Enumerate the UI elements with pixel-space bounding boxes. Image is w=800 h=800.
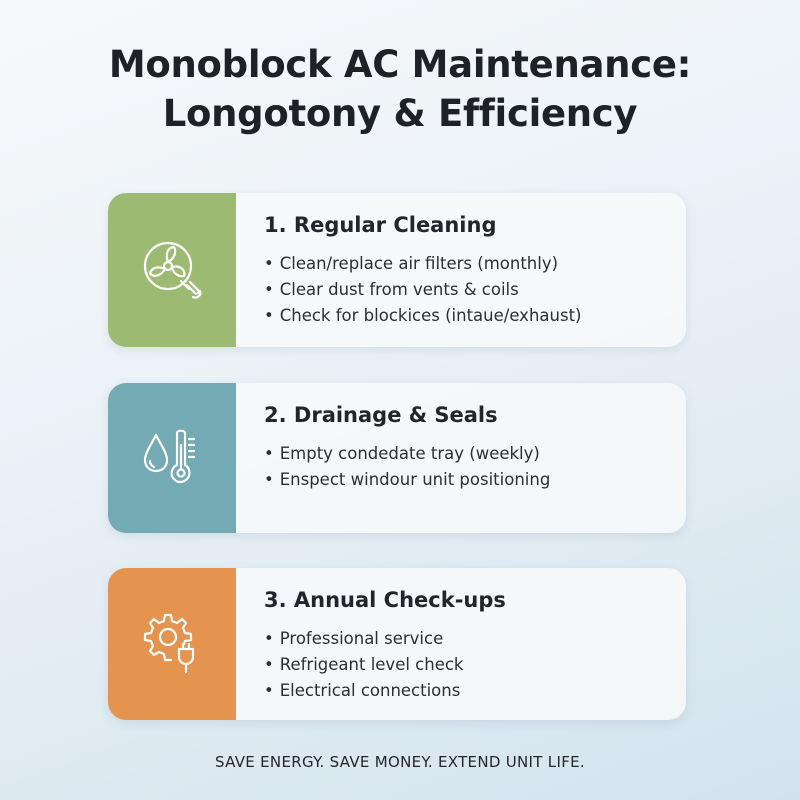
page-title-line-1: Monoblock AC Maintenance: xyxy=(108,43,692,86)
droplet-thermometer-icon xyxy=(134,423,210,493)
list-item: • Empty condedate tray (weekly) xyxy=(264,441,550,467)
card-title: 3. Annual Check-ups xyxy=(264,588,506,612)
list-item: • Clear dust from vents & coils xyxy=(264,277,581,303)
card-title: 2. Drainage & Seals xyxy=(264,403,498,427)
card-list xyxy=(264,251,581,329)
icon-panel-cleaning xyxy=(108,193,236,347)
list-item: • Check for blockices (intaue/exhaust) xyxy=(264,303,581,329)
card-drainage-seals xyxy=(108,383,686,533)
list-item: • Enspect windour unit positioning xyxy=(264,467,550,493)
card-regular-cleaning xyxy=(108,193,686,347)
card-title: 1. Regular Cleaning xyxy=(264,213,497,237)
list-item: • Refrigeant level check xyxy=(264,652,506,678)
card-list xyxy=(264,441,550,493)
list-item: • Electrical connections xyxy=(264,678,506,704)
card-list xyxy=(264,626,506,704)
card-body-checkups xyxy=(236,568,506,720)
footer-tagline: SAVE ENERGY. SAVE MONEY. EXTEND UNIT LIFE. xyxy=(215,753,585,771)
list-item: • Professional service xyxy=(264,626,506,652)
fan-wrench-icon xyxy=(137,235,207,305)
page-title xyxy=(0,40,800,138)
card-body-cleaning xyxy=(236,193,581,347)
icon-panel-drainage xyxy=(108,383,236,533)
card-annual-checkups xyxy=(108,568,686,720)
icon-panel-checkups xyxy=(108,568,236,720)
card-body-drainage xyxy=(236,383,550,533)
page-title-line-2: Longotony & Efficiency xyxy=(162,92,638,135)
list-item: • Clean/replace air filters (monthly) xyxy=(264,251,581,277)
gear-plug-icon xyxy=(137,609,207,679)
